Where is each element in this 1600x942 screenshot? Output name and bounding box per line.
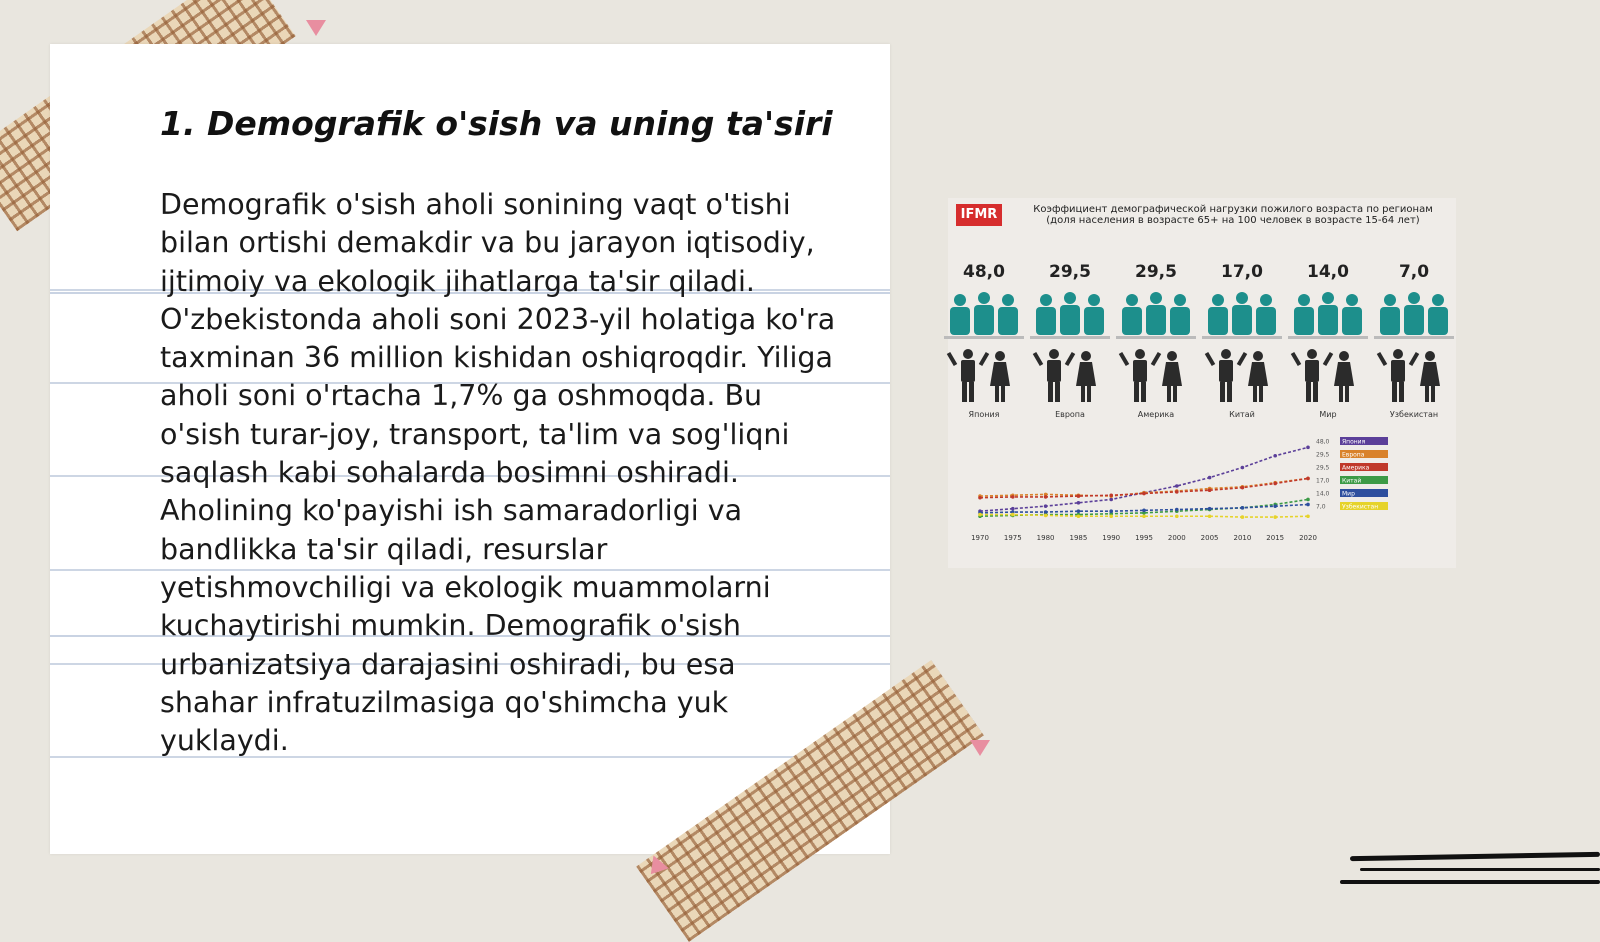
elderly-people-icon — [1202, 290, 1282, 340]
data-point — [1241, 486, 1245, 490]
region-column — [1028, 262, 1112, 419]
data-point — [1077, 494, 1081, 498]
working-age-people-icon — [944, 346, 1024, 404]
legend-label: Узбекистан — [1342, 503, 1379, 511]
elderly-people-icon — [1116, 290, 1196, 340]
region-value: 29,5 — [1049, 262, 1091, 282]
region-value: 7,0 — [1398, 262, 1430, 282]
data-point — [1273, 504, 1277, 508]
legend-label: Америка — [1342, 464, 1370, 472]
working-age-people-icon — [1288, 346, 1368, 404]
working-age-people-icon — [1116, 346, 1196, 404]
infographic-title: Коэффициент демографической нагрузки пожилого возраста по регионам (доля населения в возрасте 65+ на 100 человек в возрасте 15-64 лет) — [1033, 204, 1433, 226]
region-column — [1114, 262, 1198, 419]
region-column — [1286, 262, 1370, 419]
data-point — [1208, 507, 1212, 511]
tape-tip-decoration — [970, 740, 990, 756]
data-point — [1044, 504, 1048, 508]
x-tick-label: 2010 — [1233, 534, 1252, 542]
x-tick-label: 2015 — [1266, 534, 1285, 542]
brush-stroke-decoration — [1340, 880, 1600, 884]
legend-label: Европа — [1342, 451, 1365, 459]
data-point — [978, 513, 982, 517]
data-point — [1077, 509, 1081, 513]
x-tick-label: 2020 — [1299, 534, 1317, 542]
data-point — [1273, 515, 1277, 519]
region-column — [942, 262, 1026, 419]
legend-label: Китай — [1342, 477, 1362, 485]
end-value-label: 7,0 — [1316, 503, 1326, 511]
x-tick-label: 2000 — [1167, 534, 1186, 542]
data-point — [1306, 514, 1310, 518]
x-tick-label: 1985 — [1069, 534, 1088, 542]
end-value-label: 29,5 — [1316, 451, 1330, 459]
region-column — [1200, 262, 1284, 419]
data-point — [1109, 509, 1113, 513]
data-point — [1306, 477, 1310, 481]
data-point — [1273, 454, 1277, 458]
legend-label: Япония — [1342, 438, 1366, 446]
data-point — [1011, 495, 1015, 499]
elderly-people-icon — [1030, 290, 1110, 340]
x-tick-label: 1970 — [971, 534, 989, 542]
tape-tip-decoration — [306, 20, 326, 36]
region-column — [1372, 262, 1456, 419]
data-point — [1175, 508, 1179, 512]
data-point — [1142, 492, 1146, 496]
x-tick-label: 2005 — [1200, 534, 1219, 542]
data-point — [1077, 514, 1081, 518]
ifmr-logo: IFMR — [956, 204, 1002, 226]
region-value: 29,5 — [1135, 262, 1177, 282]
end-value-label: 29,5 — [1316, 464, 1330, 472]
elderly-people-icon — [1288, 290, 1368, 340]
data-point — [1142, 509, 1146, 513]
data-point — [978, 496, 982, 500]
end-value-label: 48,0 — [1316, 438, 1330, 446]
x-tick-label: 1975 — [1003, 534, 1022, 542]
legend-label: Мир — [1342, 490, 1355, 498]
region-name: Китай — [1229, 410, 1255, 419]
data-point — [1109, 498, 1113, 502]
data-point — [1077, 501, 1081, 505]
slide-title: 1. Demografik o'sish va uning ta'siri — [160, 104, 833, 143]
region-value: 48,0 — [963, 262, 1005, 282]
data-point — [1208, 476, 1212, 480]
data-point — [1011, 507, 1015, 511]
x-tick-label: 1980 — [1036, 534, 1055, 542]
data-point — [1044, 510, 1048, 514]
slide-body-text: Demografik o'sish aholi sonining vaqt o'tishi bilan ortishi demakdir va bu jarayon iqtisodiy, ijtimoiy va ekologik jihatlarga ta'sir qiladi. O'zbekistonda aholi soni 2023-yil holatiga ko'ra taxminan 36 million kishidan oshiqroqdir. Yiliga aholi soni o'rtacha 1,7% ga oshmoqda. Bu o'sish turar-joy, transport, ta'lim va sog'liqni saqlash kabi sohalarda bosimni oshiradi. Aholining ko'payishi ish samaradorligi va bandlikka ta'sir qiladi, resurslar yetishmovchiligi va ekologik muammolarni kuchaytirishi mumkin. Demografik o'sish urbanizatsiya darajasini oshiradi, bu esa shahar infratuzilmasiga qo'shimcha yuk yuklaydi. — [160, 188, 836, 758]
data-point — [1142, 514, 1146, 518]
region-name: Америка — [1137, 410, 1175, 419]
x-tick-label: 1990 — [1102, 534, 1121, 542]
data-point — [1241, 466, 1245, 470]
demographic-infographic — [948, 198, 1456, 568]
data-point — [1109, 514, 1113, 518]
data-point — [1011, 513, 1015, 517]
data-point — [1306, 498, 1310, 502]
data-point — [1175, 490, 1179, 494]
data-point — [1208, 514, 1212, 518]
brush-stroke-decoration — [1360, 868, 1600, 871]
data-point — [1241, 506, 1245, 510]
region-name: Европа — [1055, 410, 1085, 419]
region-value: 17,0 — [1221, 262, 1263, 282]
dependency-line-chart — [948, 436, 1456, 556]
region-name: Япония — [968, 410, 1000, 419]
elderly-people-icon — [1374, 290, 1454, 340]
data-point — [1273, 482, 1277, 486]
region-name: Узбекистан — [1389, 410, 1439, 419]
data-point — [1109, 493, 1113, 497]
end-value-label: 17,0 — [1316, 477, 1330, 485]
data-point — [1044, 514, 1048, 518]
data-point — [1175, 514, 1179, 518]
data-point — [1044, 495, 1048, 499]
data-point — [1306, 503, 1310, 507]
end-value-label: 14,0 — [1316, 490, 1330, 498]
x-tick-label: 1995 — [1135, 534, 1153, 542]
series-line — [980, 447, 1308, 511]
data-point — [1175, 484, 1179, 488]
region-name: Мир — [1319, 410, 1337, 419]
data-point — [1241, 515, 1245, 519]
elderly-people-icon — [944, 290, 1024, 340]
brush-stroke-decoration — [1350, 852, 1600, 861]
working-age-people-icon — [1202, 346, 1282, 404]
data-point — [1306, 446, 1310, 450]
working-age-people-icon — [1030, 346, 1110, 404]
working-age-people-icon — [1374, 346, 1454, 404]
region-value: 14,0 — [1307, 262, 1349, 282]
data-point — [1208, 488, 1212, 492]
